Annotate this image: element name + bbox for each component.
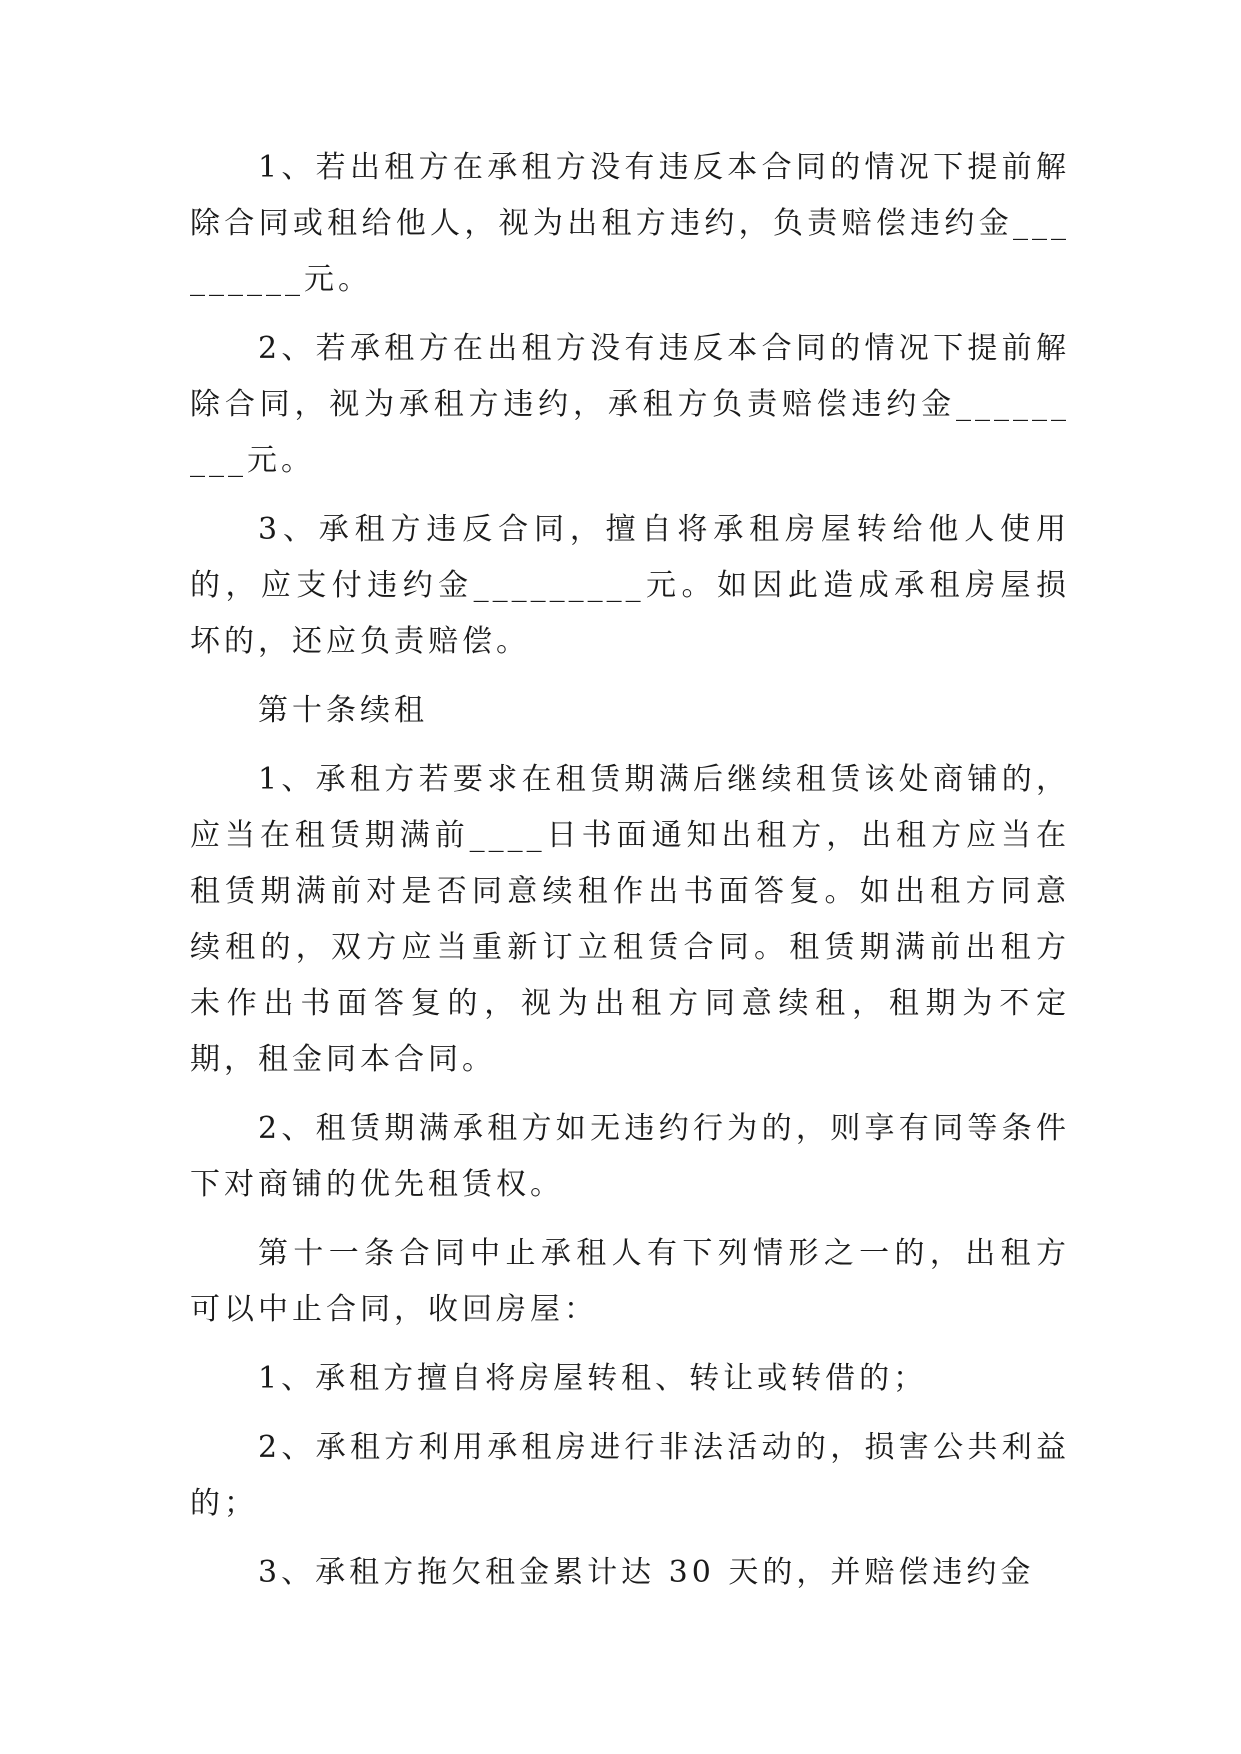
section-heading-renewal: 第十条续租 [258, 693, 428, 728]
paragraph-renewal-2: 2、租赁期满承租方如无违约行为的，则享有同等条件下对商铺的优先租赁权。 [190, 1111, 1070, 1202]
section-heading-termination: 第十一条合同中止承租人有下列情形之一的，出租方可以中止合同，收回房屋： [190, 1236, 1070, 1327]
paragraph-clause-1: 1、若出租方在承租方没有违反本合同的情况下提前解除合同或租给他人，视为出租方违约，负责赔偿违约金_________元。 [190, 150, 1070, 297]
paragraph-termination-1: 1、承租方擅自将房屋转租、转让或转借的； [258, 1361, 928, 1396]
document-page [190, 140, 1070, 1614]
paragraph-termination-3: 3、承租方拖欠租金累计达 30 天的，并赔偿违约金 [258, 1555, 1035, 1590]
paragraph-clause-2: 2、若承租方在出租方没有违反本合同的情况下提前解除合同，视为承租方违约，承租方负责赔偿违约金_________元。 [190, 331, 1070, 478]
paragraph-termination-2: 2、承租方利用承租房进行非法活动的，损害公共利益的； [190, 1430, 1070, 1521]
paragraph-renewal-1: 1、承租方若要求在租赁期满后继续租赁该处商铺的，应当在租赁期满前____日书面通知出租方，出租方应当在租赁期满前对是否同意续租作出书面答复。如出租方同意续租的，双方应当重新订立租赁合同。租赁期满前出租方未作出书面答复的，视为出租方同意续租，租期为不定期，租金同本合同。 [190, 762, 1070, 1077]
paragraph-clause-3: 3、承租方违反合同，擅自将承租房屋转给他人使用的，应支付违约金_________元。如因此造成承租房屋损坏的，还应负责赔偿。 [190, 512, 1070, 659]
